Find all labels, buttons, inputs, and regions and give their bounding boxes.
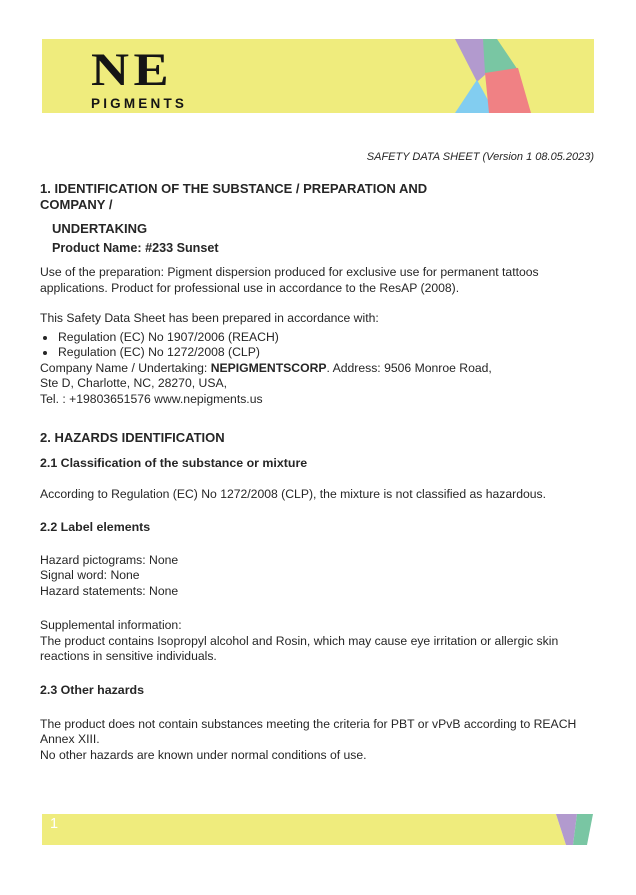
company-address: . Address: 9506 Monroe Road, — [326, 360, 492, 375]
other-hazards-text1: The product does not contain substances meeting the criteria for PBT or vPvB according to REACH Annex XIII. — [40, 716, 577, 746]
section-1-heading-continuation: UNDERTAKING — [52, 221, 148, 236]
footer-decoration — [544, 814, 594, 845]
signal-word-line: Signal word: None — [40, 568, 140, 582]
classification-paragraph: According to Regulation (EC) No 1272/2008 (CLP), the mixture is not classified as hazardous. — [40, 486, 547, 501]
document-body — [40, 150, 594, 763]
company-info-line2: Ste D, Charlotte, NC, 28270, USA, — [40, 376, 227, 390]
regulation-item-clp: • Regulation (EC) No 1272/2008 (CLP) — [57, 345, 594, 361]
company-label: Company Name / Undertaking: — [40, 360, 211, 375]
section-2-2-heading: 2.2 Label elements — [40, 520, 151, 534]
hazard-pictograms-line: Hazard pictograms: None — [40, 552, 179, 567]
product-name: Product Name: #233 Sunset — [52, 240, 219, 255]
page-number: 1 — [50, 816, 59, 832]
footer-banner — [42, 814, 594, 845]
document-title-meta: SAFETY DATA SHEET (Version 1 08.05.2023) — [366, 151, 594, 163]
header-decoration — [445, 39, 545, 113]
supplemental-information-block — [40, 618, 594, 665]
section-2-3-heading: 2.3 Other hazards — [40, 683, 144, 697]
header-banner — [42, 39, 594, 113]
company-info-line3: Tel. : +19803651576 www.nepigments.us — [40, 391, 263, 406]
company-info-block — [40, 361, 594, 408]
company-name: NEPIGMENTSCORP — [210, 360, 327, 375]
section-1-heading-line1: 1. IDENTIFICATION OF THE SUBSTANCE / PREPARATION AND — [40, 181, 428, 196]
section-1-heading — [40, 181, 594, 212]
other-hazards-block — [40, 717, 594, 764]
company-logo — [91, 44, 188, 111]
section-2-heading: 2. HAZARDS IDENTIFICATION — [40, 430, 225, 445]
logo-primary-text: NE — [91, 44, 174, 96]
prepared-in-accordance-line: This Safety Data Sheet has been prepared in accordance with: — [40, 311, 379, 325]
regulation-item-reach: • Regulation (EC) No 1907/2006 (REACH) — [57, 330, 594, 346]
supplemental-information-label: Supplemental information: — [40, 618, 182, 632]
other-hazards-text2: No other hazards are known under normal conditions of use. — [40, 747, 367, 762]
footer-yellow-bar — [42, 814, 544, 845]
label-elements-block — [40, 553, 594, 600]
use-of-preparation-paragraph: Use of the preparation: Pigment dispersion produced for exclusive use for permanent tattoos applications. Product for professional use in accordance to the ResAP (2008). — [40, 265, 539, 295]
section-2-1-heading: 2.1 Classification of the substance or mixture — [40, 455, 308, 470]
company-info-line1 — [40, 361, 594, 377]
supplemental-information-text: The product contains Isopropyl alcohol and Rosin, which may cause eye irritation or allergic skin reactions in sensitive individuals. — [40, 633, 559, 663]
section-1-heading-line2: COMPANY / — [40, 196, 113, 212]
regulations-list — [40, 330, 594, 361]
logo-secondary-text: PIGMENTS — [91, 96, 188, 111]
hazard-statements-line: Hazard statements: None — [40, 583, 179, 598]
